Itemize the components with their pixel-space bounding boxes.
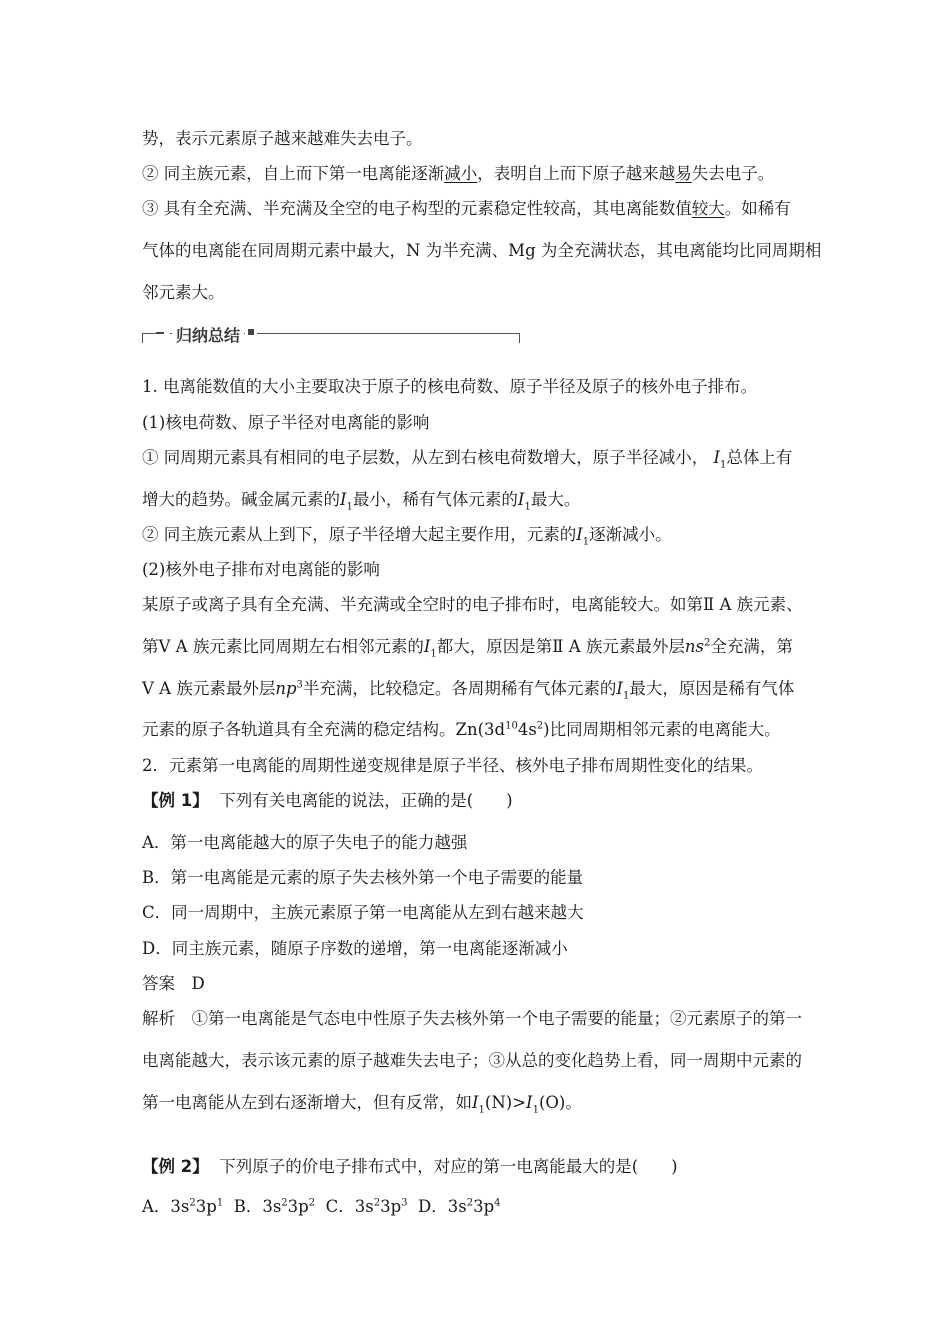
subscript: 1 (430, 648, 437, 660)
text-span: ，表明自上而下原子越来越 (477, 164, 676, 183)
option-c: C．3s (325, 1197, 374, 1216)
superscript: 2 (308, 1197, 316, 1209)
option-a: A．第一电离能越大的原子失电子的能力越强 (142, 833, 468, 852)
text-span: 最大。 (530, 490, 581, 509)
superscript: 2 (189, 1197, 196, 1209)
text-span: 最大，原因是稀有气体 (629, 679, 795, 698)
symbol-i: I (340, 490, 347, 509)
text-span: )比同周期相邻元素的电离能大。 (543, 720, 781, 739)
text-span: 逐渐减小。 (589, 525, 672, 544)
dash-icon (156, 329, 170, 337)
example-tag: 【例 2】 (142, 1157, 209, 1176)
superscript: 3 (296, 679, 303, 691)
text-line: 气体的电离能在同周期元素中最大，N 为半充满、Mg 为全充满状态，其电离能均比同周期相 (142, 241, 822, 260)
text-span: 失去电子。 (691, 164, 775, 183)
text-span: 元素的原子各轨道具有全充满的稳定结构。Zn(3d (142, 720, 506, 739)
subscript: 1 (622, 690, 630, 702)
text-line (142, 636, 793, 658)
superscript: 1 (216, 1197, 224, 1209)
subscript: 1 (720, 459, 727, 471)
symbol-i: I (423, 637, 431, 656)
analysis-line: 解析 ①第一电离能是气态电中性原子失去核外第一个电子需要的能量；②元素原子的第一 (142, 1009, 802, 1028)
subscript: 1 (478, 1104, 485, 1116)
symbol-i: I (576, 525, 583, 544)
superscript: 2 (466, 1197, 474, 1209)
analysis-line (142, 1092, 582, 1114)
superscript: 10 (505, 720, 518, 732)
summary-title: 归纳总结 (172, 323, 244, 346)
text-span: 3p (195, 1197, 217, 1216)
text-span: 增大的趋势。碱金属元素的 (142, 490, 340, 509)
text-span: 3p (287, 1197, 309, 1216)
text-span: 。如稀有 (724, 199, 791, 218)
example-2-question (142, 1156, 678, 1178)
text-line: 2．元素第一电离能的周期性递变规律是原子半径、核外电子排布周期性变化的结果。 (142, 756, 763, 775)
text-span: ② 同主族元素，自上而下第一电离能逐渐 (142, 164, 445, 183)
text-span: 第Ⅴ A 族元素比同周期左右相邻元素的 (142, 637, 424, 656)
answer: 答案 D (142, 974, 205, 993)
symbol-i: I (526, 1093, 533, 1112)
text-span: ② 同主族元素从上到下，原子半径增大起主要作用，元素的 (142, 525, 577, 544)
option-d: D．同主族元素，随原子序数的递增，第一电离能逐渐减小 (142, 939, 568, 958)
question-text: 下列有关电离能的说法，正确的是( ) (219, 791, 513, 810)
text-line (142, 678, 794, 700)
text-line (142, 489, 580, 511)
text-span: 3p (380, 1197, 402, 1216)
text-line (142, 719, 781, 741)
square-bullet-icon (248, 329, 254, 335)
text-line: 邻元素大。 (142, 283, 225, 302)
text-line: 势，表示元素原子越来越难失去电子。 (142, 129, 423, 148)
analysis-line: 电离能越大，表示该元素的原子越难失去电子；③从总的变化趋势上看，同一周期中元素的 (142, 1051, 802, 1070)
text-span: (N)> (484, 1093, 527, 1112)
text-span: (O)。 (538, 1093, 582, 1112)
divider-corner-right (519, 333, 520, 343)
symbol-i: I (517, 490, 525, 509)
symbol-np: np (275, 679, 297, 698)
text-span: 4s (517, 720, 537, 739)
subscript: 1 (346, 501, 353, 513)
option-d: D．3s (418, 1197, 467, 1216)
subscript: 1 (532, 1104, 539, 1116)
symbol-i: I (472, 1093, 479, 1112)
example-tag: 【例 1】 (142, 791, 209, 810)
superscript: 2 (373, 1197, 381, 1209)
symbol-i: I (616, 679, 623, 698)
underlined-answer: 易 (675, 164, 692, 183)
divider-corner-left (142, 333, 143, 343)
text-line (142, 163, 774, 185)
text-line: (1)核电荷数、原子半径对电离能的影响 (142, 413, 430, 432)
text-span: 半充满，比较稳定。各周期稀有气体元素的 (302, 679, 617, 698)
text-span: 总体上有 (726, 448, 793, 467)
symbol-i: I (713, 448, 721, 467)
symbol-ns: ns (684, 637, 704, 656)
superscript: 2 (703, 637, 711, 649)
text-span: 3p (473, 1197, 495, 1216)
subscript: 1 (524, 501, 531, 513)
text-span: ③ 具有全充满、半充满及全空的电子构型的元素稳定性较高，其电离能数值 (142, 199, 692, 218)
text-line (142, 524, 672, 546)
text-span: 全充满，第 (710, 637, 793, 656)
superscript: 2 (536, 720, 544, 732)
text-span: 最小，稀有气体元素的 (352, 490, 518, 509)
question-text: 下列原子的价电子排布式中，对应的第一电离能最大的是( ) (219, 1157, 678, 1176)
superscript: 3 (401, 1197, 408, 1209)
text-line (142, 447, 792, 469)
option-b: B．3s (233, 1197, 282, 1216)
example-1-question (142, 790, 513, 812)
text-line: 1. 电离能数值的大小主要取决于原子的核电荷数、原子半径及原子的核外电子排布。 (142, 377, 757, 396)
text-line (142, 198, 791, 220)
underlined-answer: 较大 (691, 199, 725, 218)
option-a: A．3s (142, 1197, 190, 1216)
text-line: 某原子或离子具有全充满、半充满或全空时的电子排布时，电离能较大。如第Ⅱ A 族元素、 (142, 595, 803, 614)
option-b: B．第一电离能是元素的原子失去核外第一个电子需要的能量 (142, 868, 584, 887)
text-line: (2)核外电子排布对电离能的影响 (142, 560, 380, 579)
option-c: C．同一周期中，主族元素原子第一电离能从左到右越来越大 (142, 903, 584, 922)
summary-header (142, 325, 520, 347)
text-span: 都大，原因是第Ⅱ A 族元素最外层 (436, 637, 685, 656)
text-span: 第一电离能从左到右逐渐增大，但有反常，如 (142, 1093, 472, 1112)
subscript: 1 (582, 536, 590, 548)
text-span: ① 同周期元素具有相同的电子层数，从左到右核电荷数增大，原子半径减小， (142, 448, 709, 467)
underlined-answer: 减小 (444, 164, 478, 183)
superscript: 2 (281, 1197, 288, 1209)
superscript: 4 (494, 1197, 501, 1209)
text-span: Ⅴ A 族元素最外层 (142, 679, 276, 698)
example-2-options (142, 1196, 501, 1218)
